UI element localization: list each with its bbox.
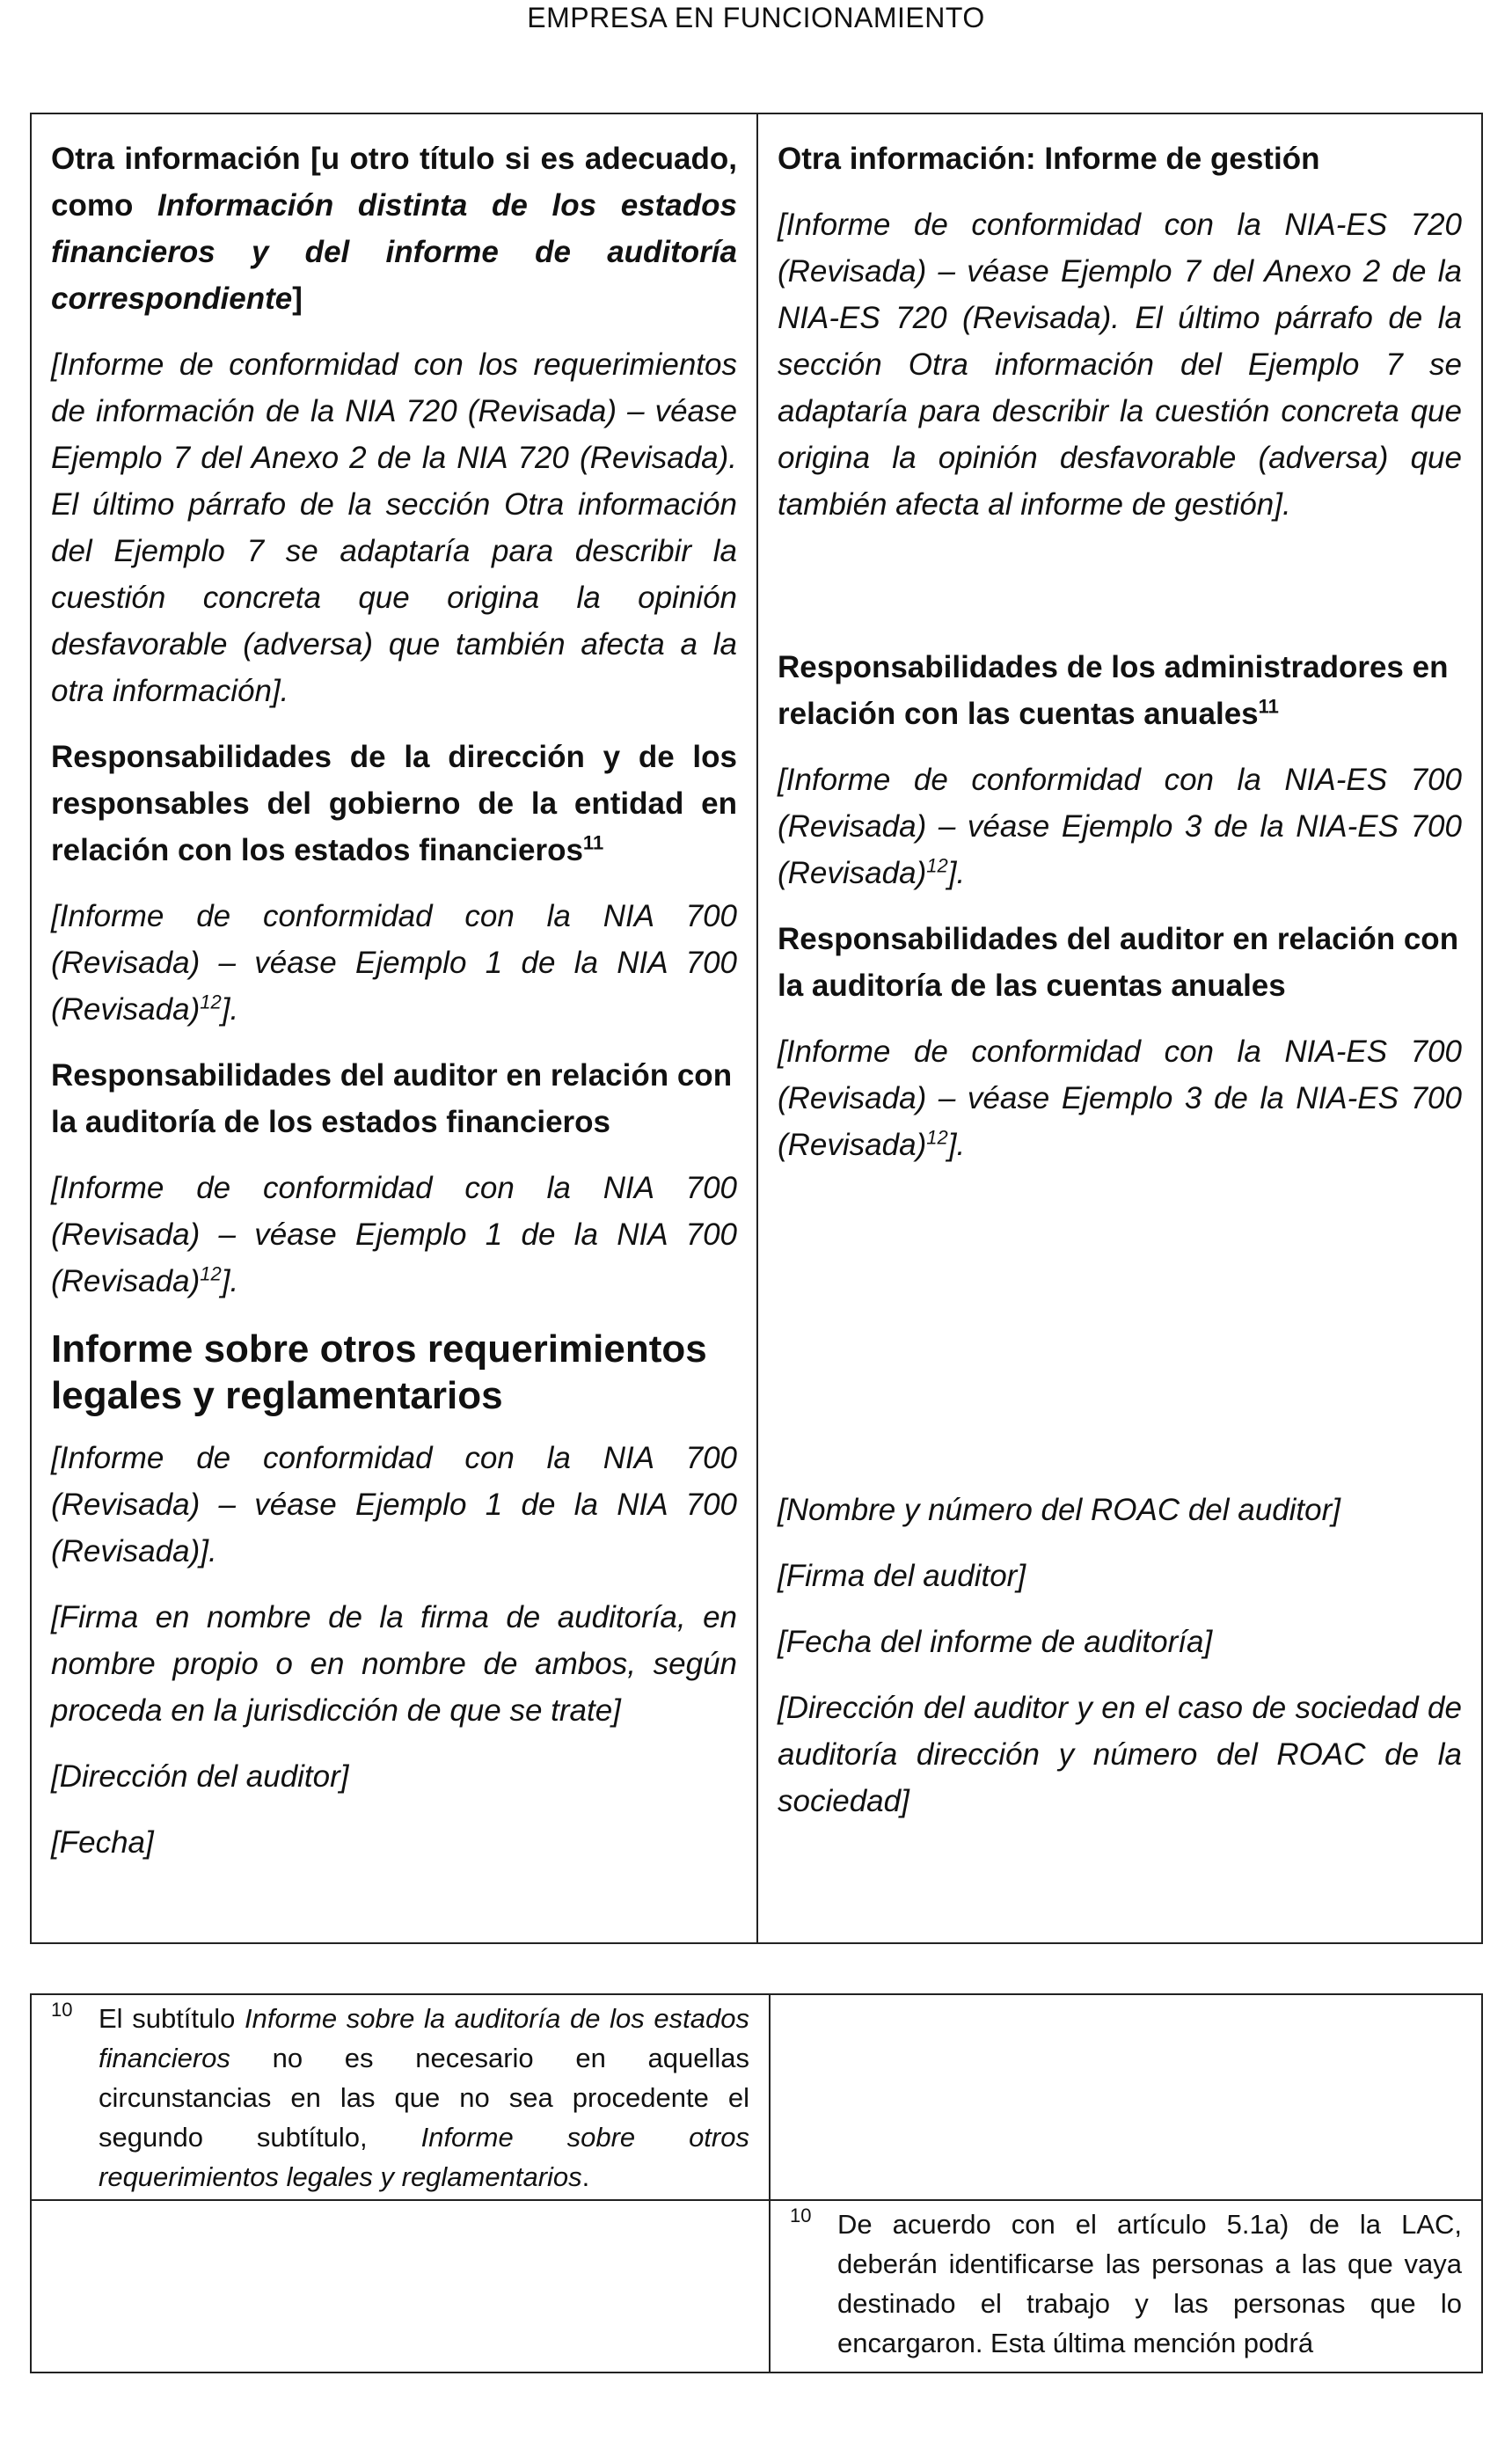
footnote-text: De acuerdo con el artículo 5.1a) de la LAC, deberán identificarse las personas a las que vaya destinado el trabajo y las personas que lo encargaron. Esta última mención podrá bbox=[837, 2209, 1462, 2358]
legal-requirements-body: [Informe de conformidad con la NIA 700 (Revisada) – véase Ejemplo 1 de la NIA 700 (Revisada)]. bbox=[51, 1441, 737, 1568]
other-info-body-es: [Informe de conformidad con la NIA-ES 720 (Revisada) – véase Ejemplo 7 del Anexo 2 de la NIA-ES 720 (Revisada). El último párrafo de la sección Otra información del Ejemplo 7 se adaptaría para describir la cuestión concreta que origina la opinión desfavorable (adversa) que también afecta al informe de gestión]. bbox=[778, 208, 1462, 522]
admin-responsibilities-body: [Informe de conformidad con la NIA-ES 700 (Revisada) – véase Ejemplo 3 de la NIA-ES 700 (Revisada)$^{12}$]. bbox=[778, 763, 1462, 890]
footnote-number: 10 bbox=[51, 1999, 73, 2021]
footnote-text: El subtítulo Informe sobre la auditoría de los estados financieros no es necesario en aquellas circunstancias en las que no sea procedente el segundo subtítulo, Informe sobre otros requerimientos legales y reglamentarios. bbox=[99, 2003, 749, 2192]
other-info-body: [Informe de conformidad con los requerimientos de información de la NIA 720 (Revisada) – véase Ejemplo 7 del Anexo 2 de la NIA 720 (Revisada). El último párrafo de la sección Otra información del Ejemplo 7 se adaptaría para describir la cuestión concreta que origina la opinión desfavorable (adversa) que también afecta a la otra información]. bbox=[51, 347, 737, 708]
admin-responsibilities-heading: Responsabilidades de los administradores en relación con las cuentas anuales$^{11}$ bbox=[778, 650, 1449, 731]
auditor-responsibilities-body: [Informe de conformidad con la NIA 700 (Revisada) – véase Ejemplo 1 de la NIA 700 (Revisada)$^{12}$]. bbox=[51, 1171, 737, 1298]
left-column-nia bbox=[32, 114, 758, 1942]
footnote-ref: 12 bbox=[926, 854, 948, 877]
management-responsibilities-heading: Responsabilidades de la dirección y de los responsables del gobierno de la entidad en relación con los estados financieros$^{11}$ bbox=[51, 740, 737, 867]
spacer bbox=[778, 1188, 1462, 1487]
footnote-ref: 11 bbox=[582, 831, 604, 854]
audit-report-date: [Fecha del informe de auditoría] bbox=[778, 1625, 1213, 1659]
footnote-left-column bbox=[32, 1995, 771, 2372]
spacer bbox=[778, 547, 1462, 644]
comparison-table bbox=[30, 113, 1483, 1944]
roac-name: [Nombre y número del ROAC del auditor] bbox=[778, 1493, 1340, 1527]
auditor-responsibilities-body-es: [Informe de conformidad con la NIA-ES 700 (Revisada) – véase Ejemplo 3 de la NIA-ES 700 (Revisada)$^{12}$]. bbox=[778, 1035, 1462, 1162]
auditor-responsibilities-heading-es: Responsabilidades del auditor en relación con la auditoría de las cuentas anuales bbox=[778, 922, 1459, 1003]
divider bbox=[32, 2199, 769, 2201]
auditor-signature: [Firma del auditor] bbox=[778, 1559, 1026, 1593]
footnote-right bbox=[771, 2201, 1481, 2363]
footnotes-table bbox=[30, 1993, 1483, 2373]
other-info-heading: Otra información [u otro título si es adecuado, como Información distinta de los estados financieros y del informe de auditoría correspondiente] bbox=[51, 142, 738, 316]
footnote-ref: 11 bbox=[1258, 695, 1279, 718]
footnote-ref: 12 bbox=[926, 1126, 948, 1149]
report-date: [Fecha] bbox=[51, 1825, 154, 1860]
right-column-nia-es bbox=[758, 114, 1481, 1942]
other-info-heading-es: Otra información: Informe de gestión bbox=[778, 142, 1320, 176]
footnote-number: 10 bbox=[790, 2204, 812, 2226]
firm-signature: [Firma en nombre de la firma de auditoría, en nombre propio o en nombre de ambos, según proceda en la jurisdicción de que se trate] bbox=[51, 1600, 737, 1728]
footnote-ref: 12 bbox=[200, 991, 222, 1013]
page-header: EMPRESA EN FUNCIONAMIENTO bbox=[527, 2, 985, 33]
auditor-address-roac: [Dirección del auditor y en el caso de sociedad de auditoría dirección y número del ROAC de la sociedad] bbox=[778, 1691, 1462, 1818]
management-responsibilities-body: [Informe de conformidad con la NIA 700 (Revisada) – véase Ejemplo 1 de la NIA 700 (Revisada)$^{12}$]. bbox=[51, 899, 737, 1027]
footnote-right-column bbox=[771, 1995, 1481, 2372]
auditor-address: [Dirección del auditor] bbox=[51, 1759, 349, 1794]
footnote-left bbox=[32, 1995, 769, 2197]
footnote-ref: 12 bbox=[200, 1262, 222, 1285]
auditor-responsibilities-heading: Responsabilidades del auditor en relación con la auditoría de los estados financieros bbox=[51, 1058, 733, 1139]
legal-requirements-title: Informe sobre otros requerimientos legales y reglamentarios bbox=[51, 1327, 707, 1417]
